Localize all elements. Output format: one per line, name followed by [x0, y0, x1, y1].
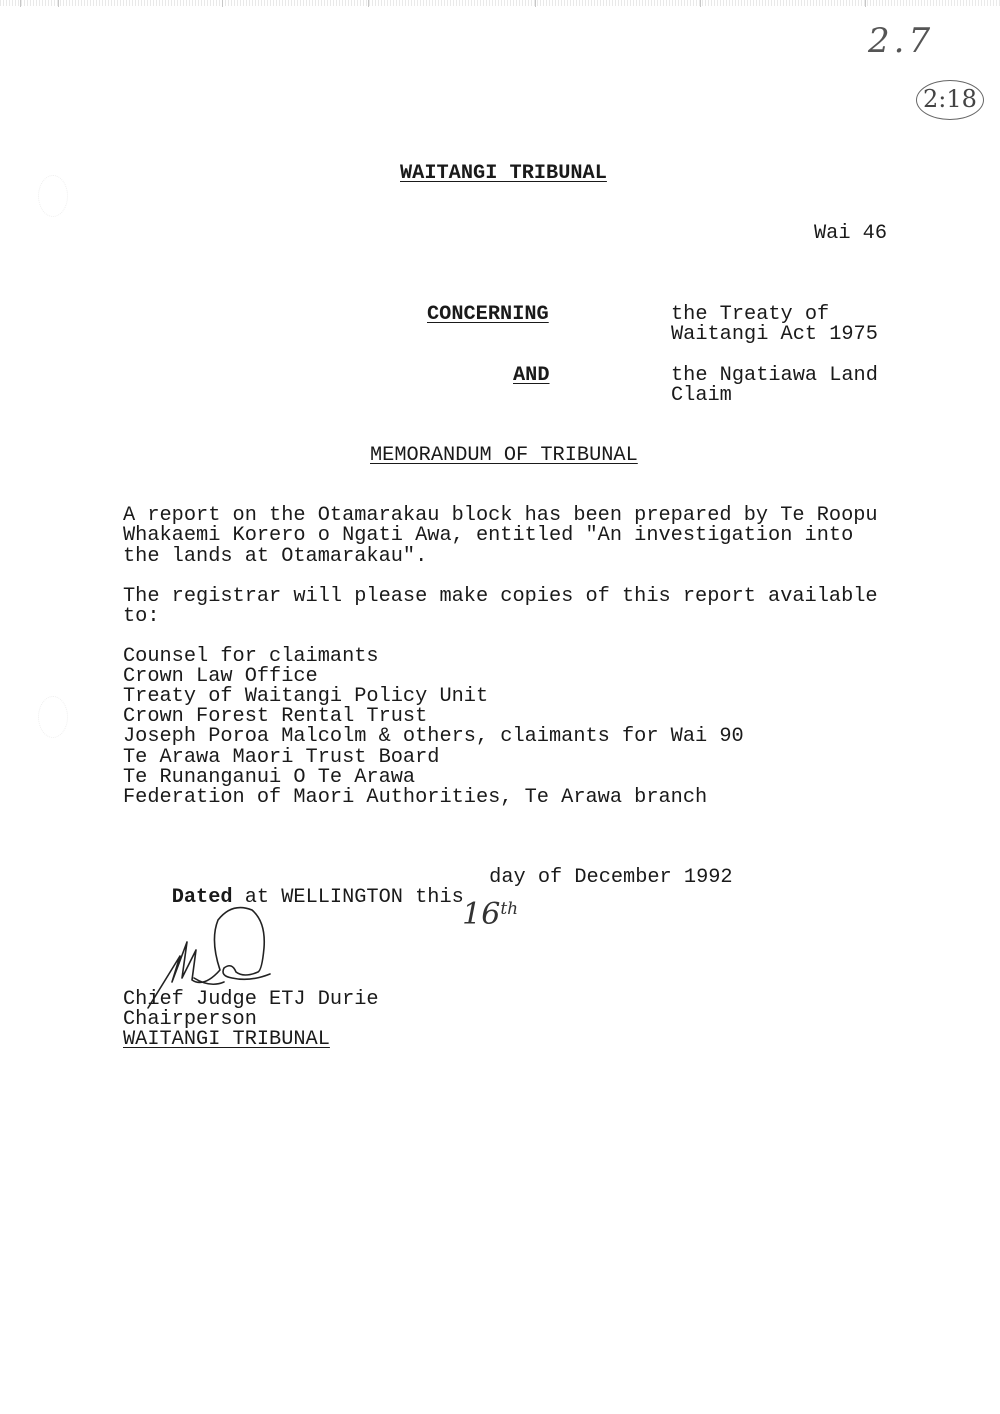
- list-item: Counsel for claimants: [123, 645, 379, 668]
- dated-label: Dated: [171, 886, 233, 910]
- dated-suffix: day of December 1992: [477, 866, 733, 889]
- handwritten-number: 2.7: [868, 21, 935, 61]
- hole-punch-mark-bottom: [38, 696, 68, 738]
- concerning-text-line-2: Waitangi Act 1975: [671, 323, 878, 346]
- list-item: Crown Forest Rental Trust: [123, 705, 428, 728]
- list-item: Te Arawa Maori Trust Board: [123, 746, 440, 769]
- list-item: Federation of Maori Authorities, Te Arawa branch: [123, 786, 708, 809]
- signatory-organisation: WAITANGI TRIBUNAL: [123, 1028, 330, 1051]
- handwritten-day-suffix: th: [500, 899, 519, 919]
- page-title: WAITANGI TRIBUNAL: [400, 162, 607, 185]
- circled-reference-text: 2:18: [923, 85, 977, 113]
- dated-prefix: at WELLINGTON this: [232, 886, 476, 910]
- list-item: Crown Law Office: [123, 665, 318, 688]
- paragraph-line: the lands at Otamarakau".: [123, 545, 428, 568]
- paragraph-line: The registrar will please make copies of this report available: [123, 585, 878, 608]
- paragraph-line: A report on the Otamarakau block has been prepared by Te Roopu: [123, 504, 878, 527]
- scan-edge-border: [0, 0, 1000, 6]
- handwritten-day-number: 16: [462, 897, 501, 932]
- paragraph-line: to:: [123, 605, 160, 628]
- signatory-name: Chief Judge ETJ Durie: [123, 988, 379, 1011]
- hole-punch-mark-top: [38, 175, 68, 217]
- list-item: Joseph Poroa Malcolm & others, claimants for Wai 90: [123, 725, 744, 748]
- case-reference: Wai 46: [814, 222, 888, 245]
- and-text-line-2: Claim: [671, 384, 732, 407]
- circled-reference-annotation: [916, 80, 984, 120]
- paragraph-line: Whakaemi Korero o Ngati Awa, entitled "An investigation into: [123, 524, 854, 547]
- list-item: Te Runanganui O Te Arawa: [123, 766, 416, 789]
- signatory-role: Chairperson: [123, 1008, 257, 1031]
- list-item: Treaty of Waitangi Policy Unit: [123, 685, 489, 708]
- and-label: AND: [513, 364, 550, 387]
- and-text-line-1: the Ngatiawa Land: [671, 364, 878, 387]
- memorandum-title: MEMORANDUM OF TRIBUNAL: [370, 444, 638, 467]
- concerning-text-line-1: the Treaty of: [671, 303, 830, 326]
- concerning-label: CONCERNING: [427, 303, 549, 326]
